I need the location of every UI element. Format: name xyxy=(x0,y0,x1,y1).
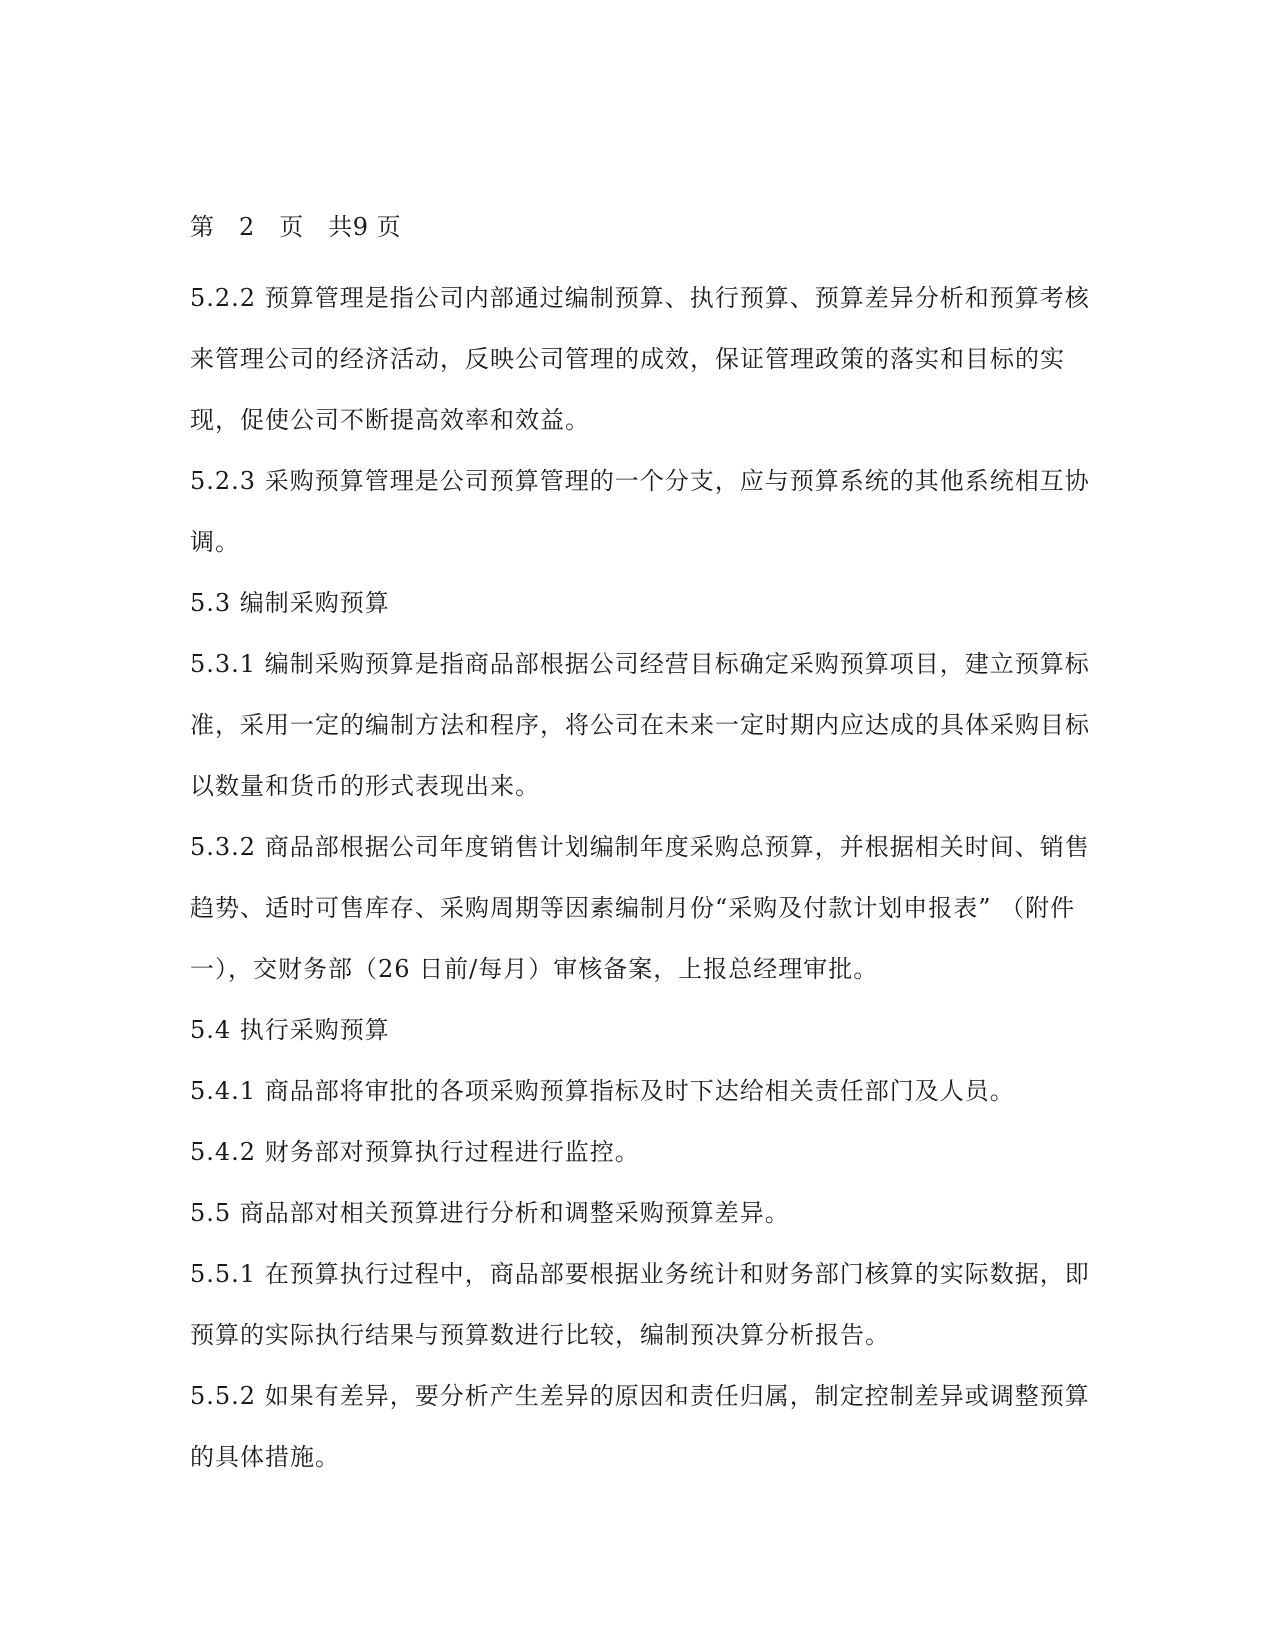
paragraph-5-4-2: 5.4.2 财务部对预算执行过程进行监控。 xyxy=(190,1138,640,1166)
paragraph-5-4-1: 5.4.1 商品部将审批的各项采购预算指标及时下达给相关责任部门及人员。 xyxy=(190,1077,1015,1105)
paragraph-5-5-1: 5.5.1 在预算执行过程中，商品部要根据业务统计和财务部门核算的实际数据，即预算的实际执行结果与预算数进行比较，编制预决算分析报告。 xyxy=(190,1260,1090,1349)
document-body xyxy=(190,206,1090,1488)
paragraph-5-2-2: 5.2.2 预算管理是指公司内部通过编制预算、执行预算、预算差异分析和预算考核来管理公司的经济活动，反映公司管理的成效，保证管理政策的落实和目标的实现，促使公司不断提高效率和效益。 xyxy=(190,284,1090,434)
paragraph-5-3-1: 5.3.1 编制采购预算是指商品部根据公司经营目标确定采购预算项目，建立预算标准，采用一定的编制方法和程序，将公司在未来一定时期内应达成的具体采购目标以数量和货币的形式表现出来。 xyxy=(190,650,1090,800)
paragraph-5-3-2: 5.3.2 商品部根据公司年度销售计划编制年度采购总预算，并根据相关时间、销售趋势、适时可售库存、采购周期等因素编制月份“采购及付款计划申报表” （附件一），交财务部（26 日前/每月）审核备案，上报总经理审批。 xyxy=(190,833,1090,983)
section-heading-5-4: 5.4 执行采购预算 xyxy=(190,1016,390,1044)
section-heading-5-3: 5.3 编制采购预算 xyxy=(190,589,390,617)
paragraph-5-2-3: 5.2.3 采购预算管理是公司预算管理的一个分支，应与预算系统的其他系统相互协调。 xyxy=(190,467,1090,556)
section-heading-5-5: 5.5 商品部对相关预算进行分析和调整采购预算差异。 xyxy=(190,1199,790,1227)
page-number-header: 第 2 页 共9 页 xyxy=(190,213,402,241)
paragraph-5-5-2: 5.5.2 如果有差异，要分析产生差异的原因和责任归属，制定控制差异或调整预算的具体措施。 xyxy=(190,1382,1090,1471)
